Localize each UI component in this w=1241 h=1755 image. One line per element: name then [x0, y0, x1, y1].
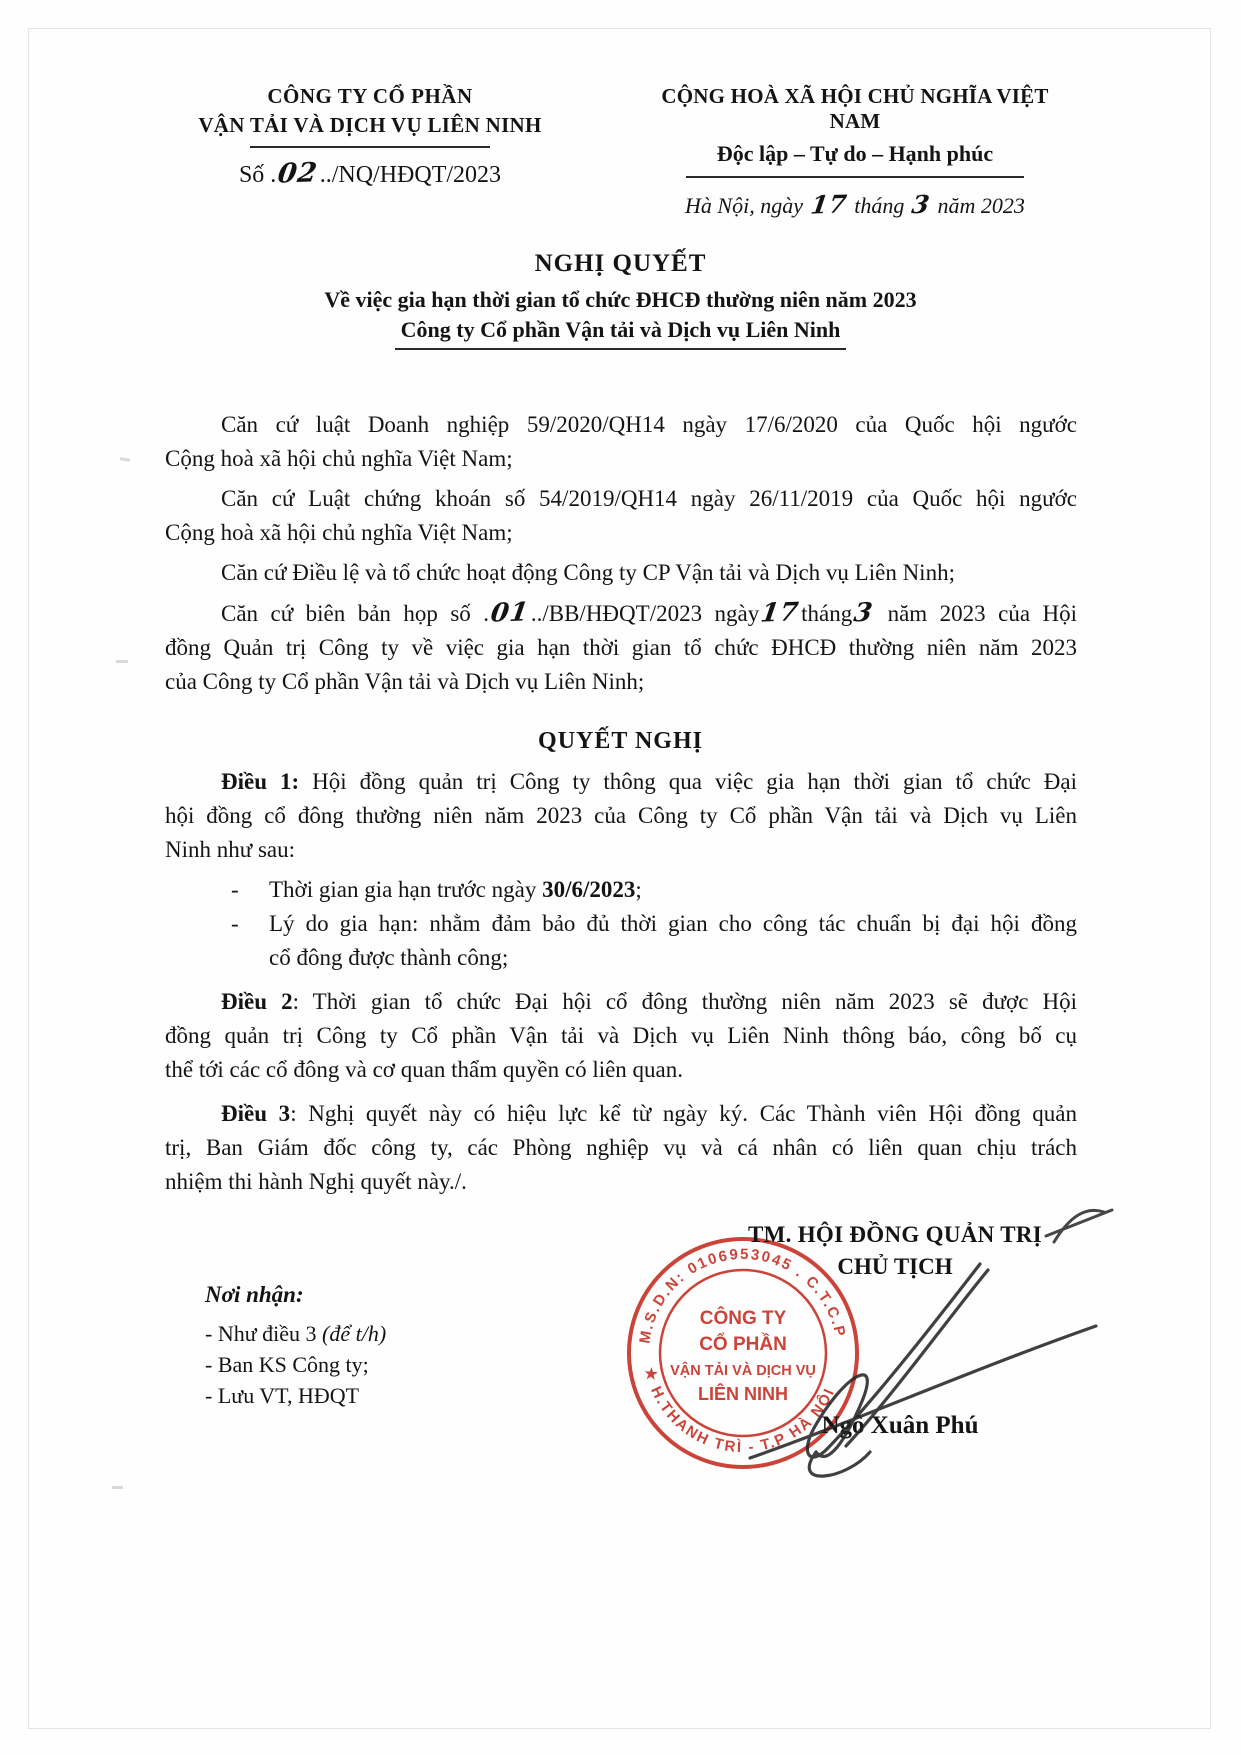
document-title: NGHỊ QUYẾT [534, 250, 707, 277]
preamble-line: Cộng hoà xã hội chủ nghĩa Việt Nam; [165, 446, 513, 471]
preamble-text: Căn cứ biên bản họp số . [221, 601, 490, 626]
article-text: : Thời gian tổ chức Đại hội cổ đông thường niên năm 2023 sẽ được Hội [292, 989, 1078, 1014]
bullet-marker: - [231, 911, 239, 936]
issuer-block [170, 84, 570, 189]
recipient-item-note: (để t/h) [322, 1321, 387, 1346]
motto-underline [686, 176, 1024, 178]
bullet-text-post: ; [635, 877, 642, 902]
stamp-center-line2: CỔ PHẦN [699, 1334, 787, 1355]
document-number [170, 158, 570, 189]
article-line: trị, Ban Giám đốc công ty, các Phòng nghiệp vụ và cá nhân có liên quan chịu trách [165, 1135, 1077, 1160]
bullet-text [269, 907, 1077, 975]
date-between: tháng [848, 193, 910, 218]
stamp-ring-top-text: M.S.D.N: 0106953045 . C.T.C.P [636, 1245, 849, 1345]
article-line [165, 1097, 1077, 1131]
article-line: Ninh như sau: [165, 837, 296, 862]
preamble-line: đồng Quản trị Công ty về việc gia hạn thời gian tổ chức ĐHCĐ thường niên năm 2023 [165, 635, 1077, 660]
preamble-line: Căn cứ luật Doanh nghiệp 59/2020/QH14 ngày 17/6/2020 của Quốc hội ngước [221, 412, 1077, 437]
issue-date-line [640, 190, 1070, 219]
recipient-item-text: - Như điều 3 [205, 1321, 323, 1346]
date-suffix: năm 2023 [932, 193, 1025, 218]
article-1-label: Điều 1: [221, 769, 300, 794]
article-2-label: Điều 2 [221, 989, 293, 1014]
article-line [165, 985, 1077, 1019]
recipients-label: Nơi nhận: [205, 1282, 304, 1307]
handwritten-signature [688, 1256, 1118, 1486]
article-1 [165, 765, 1077, 975]
articles [165, 765, 1077, 1199]
article-line [165, 765, 1077, 799]
document-number-handwritten: 02 [276, 157, 321, 190]
article-2 [165, 985, 1077, 1087]
document-number-suffix: ../NQ/HĐQT/2023 [319, 162, 502, 188]
article-line: đồng quản trị Công ty Cổ phần Vận tải và Dịch vụ Liên Ninh thông báo, công bố cụ [165, 1023, 1077, 1048]
preamble-paragraph [165, 556, 1077, 590]
pen-flourish [1042, 1202, 1127, 1257]
preamble-text: tháng [801, 601, 853, 626]
national-header-block [640, 84, 1070, 219]
meeting-number-handwritten: 01 [488, 597, 532, 629]
preamble-line: Căn cứ Luật chứng khoán số 54/2019/QH14 ngày 26/11/2019 của Quốc hội ngước [221, 486, 1077, 511]
title-block [0, 250, 1241, 350]
scan-artifact [116, 660, 128, 663]
preamble [165, 408, 1077, 705]
article-text: : Nghị quyết này có hiệu lực kể từ ngày ký. Các Thành viên Hội đồng quản [290, 1101, 1078, 1126]
article-3 [165, 1097, 1077, 1199]
bullet-line: Lý do gia hạn: nhằm đảm bảo đủ thời gian cho công tác chuẩn bị đại hội đồng [269, 911, 1077, 936]
article-text: Hội đồng quản trị Công ty thông qua việc gia hạn thời gian tổ chức Đại [299, 769, 1077, 794]
document-number-prefix: Số . [238, 162, 277, 188]
preamble-line [165, 596, 1077, 631]
bullet-text-pre: Thời gian gia hạn trước ngày [269, 877, 543, 902]
issuer-underline [250, 146, 490, 148]
preamble-paragraph [165, 482, 1077, 550]
preamble-line: Căn cứ Điều lệ và tổ chức hoạt động Công ty CP Vận tải và Dịch vụ Liên Ninh; [221, 560, 955, 585]
bullet-marker: - [231, 877, 239, 902]
deadline-date: 30/6/2023 [542, 877, 636, 902]
preamble-paragraph [165, 408, 1077, 476]
document-subject-line1: Về việc gia hạn thời gian tổ chức ĐHCĐ thường niên năm 2023 [324, 287, 917, 312]
preamble-text: ../BB/HĐQT/2023 ngày [530, 601, 760, 626]
stamp-center-line3: VẬN TẢI VÀ DỊCH VỤ [670, 1363, 816, 1379]
bullet-item [165, 873, 1077, 907]
national-motto-line2: Độc lập – Tự do – Hạnh phúc [716, 141, 994, 166]
bullet-text [269, 873, 1077, 907]
national-motto-line1: CỘNG HOÀ XÃ HỘI CHỦ NGHĨA VIỆT NAM [661, 84, 1049, 133]
article-line: hội đồng cổ đông thường niên năm 2023 của Công ty Cổ phần Vận tải và Dịch vụ Liên [165, 803, 1077, 828]
stamp-ring-bottom-text: ★ H.THANH TRÌ - T.P HÀ NỘI [641, 1365, 839, 1457]
recipient-item: - Ban KS Công ty; [205, 1352, 369, 1377]
meeting-day-handwritten: 17 [759, 597, 802, 629]
preamble-line: Cộng hoà xã hội chủ nghĩa Việt Nam; [165, 520, 513, 545]
stamp-center-line1: CÔNG TY [699, 1308, 787, 1329]
stamp-center-line4: LIÊN NINH [698, 1384, 788, 1404]
article-line: thể tới các cổ đông và cơ quan thẩm quyền có liên quan. [165, 1057, 684, 1082]
bullet-item [165, 907, 1077, 975]
recipient-item [205, 1318, 565, 1349]
date-month-handwritten: 3 [909, 189, 933, 220]
preamble-line: của Công ty Cổ phần Vận tải và Dịch vụ Liên Ninh; [165, 669, 645, 694]
article-3-label: Điều 3 [221, 1101, 291, 1126]
on-behalf-line: TM. HỘI ĐỒNG QUẢN TRỊ [747, 1222, 1043, 1247]
issuer-company-line1: CÔNG TY CỔ PHẦN [267, 84, 473, 108]
date-prefix: Hà Nội, ngày [685, 193, 809, 218]
article-1-bullets [165, 873, 1077, 975]
meeting-month-handwritten: 3 [852, 597, 876, 629]
document-subject-line2: Công ty Cổ phần Vận tải và Dịch vụ Liên Ninh [395, 317, 847, 350]
resolution-heading: QUYẾT NGHỊ [538, 728, 703, 754]
bullet-line: cổ đông được thành công; [269, 945, 509, 970]
scan-artifact [120, 457, 130, 462]
scan-artifact [112, 1486, 123, 1489]
position-line: CHỦ TỊCH [837, 1254, 953, 1279]
issuer-company-line2: VẬN TẢI VÀ DỊCH VỤ LIÊN NINH [198, 113, 542, 137]
preamble-paragraph [165, 596, 1077, 699]
recipient-item: - Lưu VT, HĐQT [205, 1383, 360, 1408]
preamble-text: năm 2023 của Hội [875, 601, 1078, 626]
article-line: nhiệm thi hành Nghị quyết này./. [165, 1169, 467, 1194]
date-day-handwritten: 17 [808, 189, 849, 220]
signer-name: Ngô Xuân Phú [821, 1412, 979, 1439]
recipients-block [205, 1282, 565, 1411]
